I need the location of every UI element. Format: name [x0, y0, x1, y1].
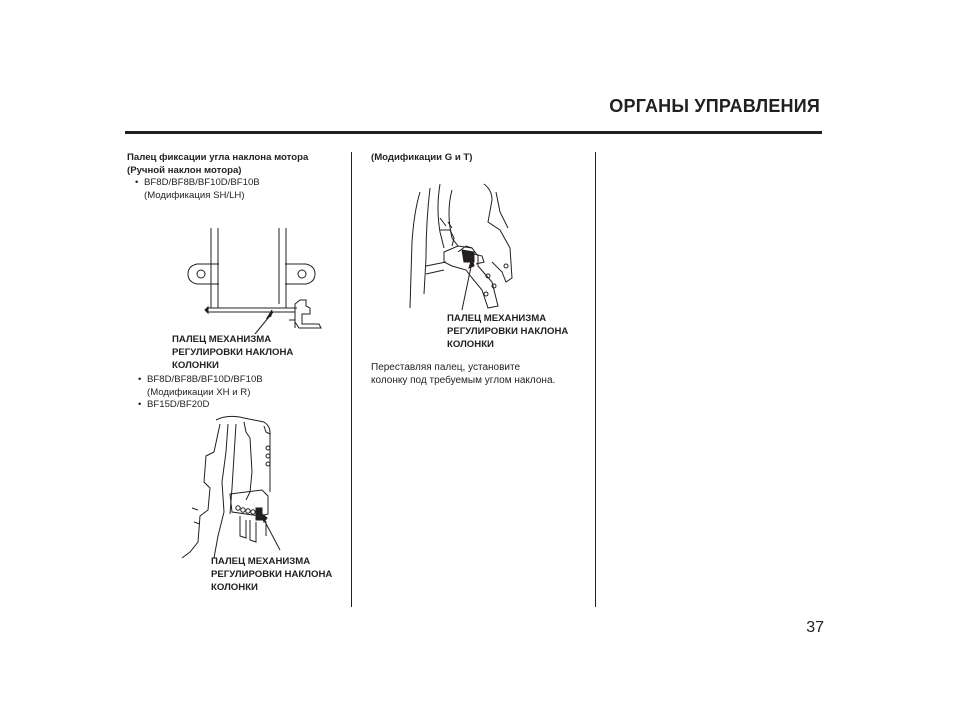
instruction-text: Переставляя палец, установите колонку под требуемым углом наклона.	[371, 362, 556, 386]
tilt-bracket-illustration-xh-r	[180, 412, 315, 562]
list-item: • BF15D/BF20D	[130, 399, 263, 412]
tilt-bracket-illustration-sh-lh	[185, 228, 335, 343]
figure2-callout: ПАЛЕЦ МЕХАНИЗМА РЕГУЛИРОВКИ НАКЛОНА КОЛОНКИ	[211, 556, 333, 593]
figure3-callout: ПАЛЕЦ МЕХАНИЗМА РЕГУЛИРОВКИ НАКЛОНА КОЛОНКИ	[447, 313, 569, 350]
left-heading	[127, 152, 308, 177]
page-number: 37	[806, 619, 824, 636]
column-divider-right	[595, 152, 596, 607]
list-item: • BF8D/BF8B/BF10D/BF10B (Модификации XH и R)	[130, 374, 263, 399]
figure1-callout: ПАЛЕЦ МЕХАНИЗМА РЕГУЛИРОВКИ НАКЛОНА КОЛОНКИ	[172, 334, 294, 371]
title-rule	[125, 131, 822, 134]
model-list-top	[127, 177, 260, 202]
middle-heading: (Модификации G и T)	[371, 152, 473, 163]
section-title: ОРГАНЫ УПРАВЛЕНИЯ	[609, 96, 820, 116]
list-item: • BF8D/BF8B/BF10D/BF10B (Модификация SH/LH)	[127, 177, 260, 202]
model-list-bottom	[130, 374, 263, 412]
left-heading-line1: Палец фиксации угла наклона мотора	[127, 152, 309, 163]
left-heading-line2: (Ручной наклон мотора)	[127, 164, 242, 176]
column-divider-left	[351, 152, 352, 607]
tilt-bracket-illustration-g-t	[400, 182, 525, 312]
